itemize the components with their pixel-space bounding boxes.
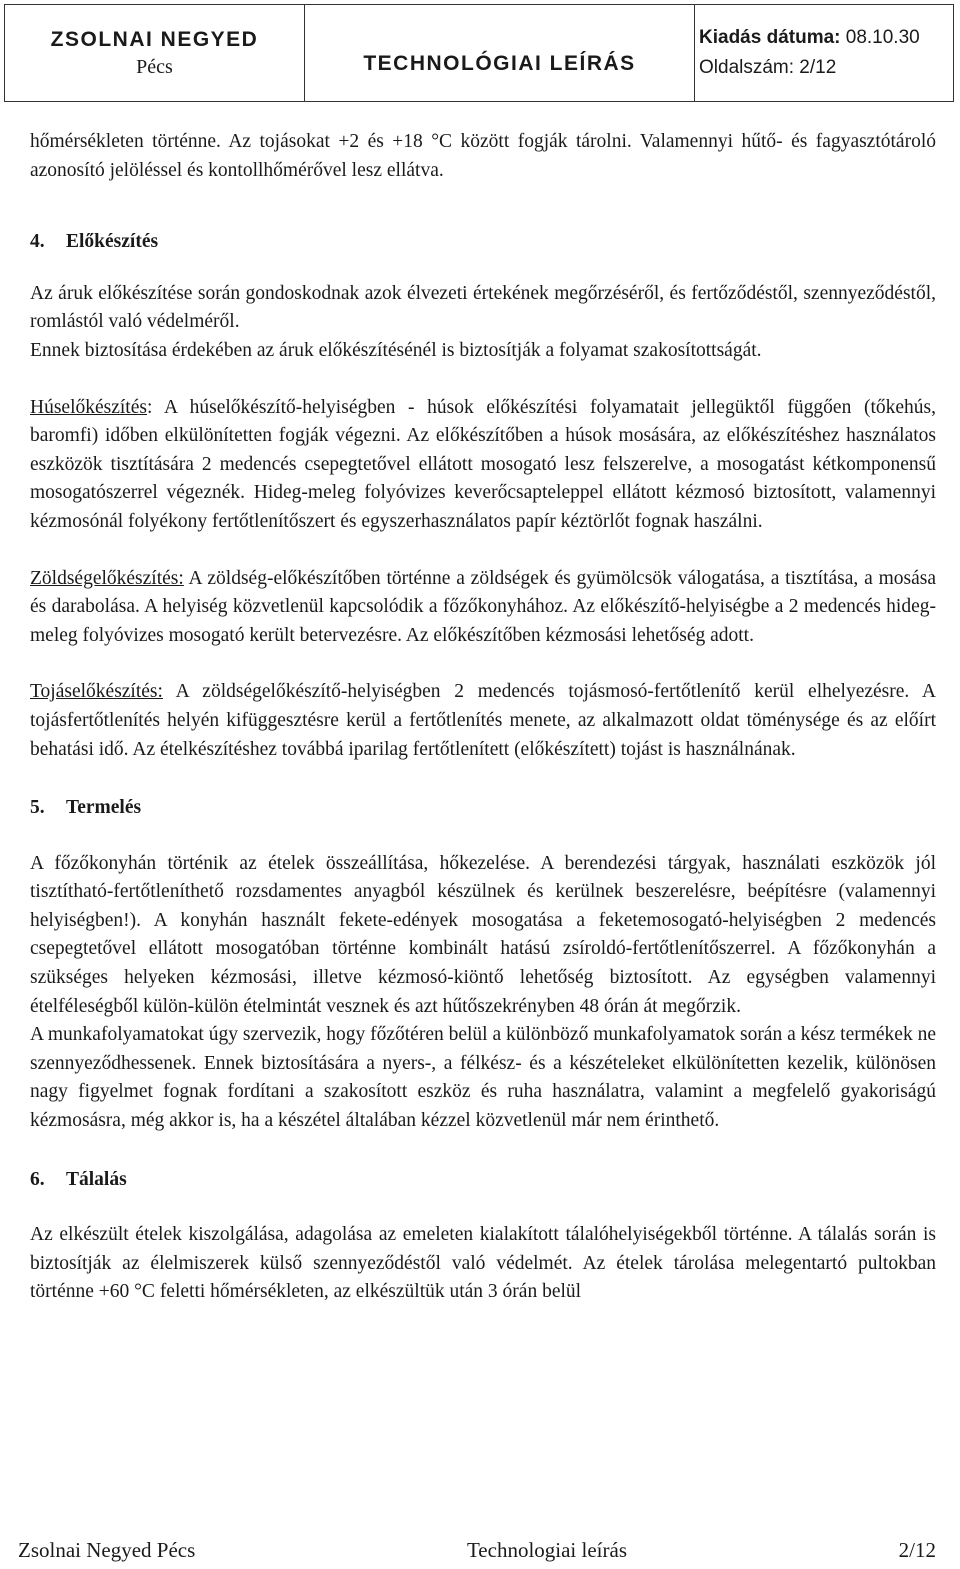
section-4-number: 4. <box>30 231 45 253</box>
header-meta-cell <box>695 5 953 101</box>
header-org-cell <box>5 5 305 101</box>
egg-prep-paragraph <box>30 678 936 764</box>
section-4-paragraph-1: Az áruk előkészítése során gondoskodnak azok élvezeti értekének megőrzéséről, és fertőződéstől, szennyeződéstől, romlástól való védelméről. <box>30 282 936 333</box>
document-header <box>4 4 954 102</box>
document-footer <box>18 1538 936 1563</box>
section-5-paragraph-2: A munkafolyamatokat úgy szervezik, hogy főzőtéren belül a különböző munkafolyamatok során a kész termékek ne szennyeződhessenek. Ennek biztosítására a nyers-, a félkész- és a készételeket elkülönítetten kezelik, különösen nagy figyelmet fognak fordítani a szakosított eszköz és ruha használatra, valamint a megfelelő gyakoriságú kézmosásra, még akkor is, ha a készétel általában kézzel közvetlenül már nem érinthető. <box>30 1024 936 1132</box>
issue-date: 08.10.30 <box>845 27 920 48</box>
section-4-heading <box>30 228 936 257</box>
section-5-title: Termelés <box>66 797 142 819</box>
org-city: Pécs <box>136 55 173 78</box>
footer-left: Zsolnai Negyed Pécs <box>18 1538 196 1562</box>
footer-page-number: 2/12 <box>898 1538 936 1562</box>
section-5-number: 5. <box>30 797 45 819</box>
section-6-title: Tálalás <box>66 1168 127 1190</box>
egg-prep-label: Tojáselőkészítés: <box>30 681 163 703</box>
issue-label: Kiadás dátuma: <box>699 27 841 48</box>
veg-prep-text: A zöldség-előkészítőben történne a zöldségek és gyümölcsök válogatása, a tisztítása, a mosása és darabolása. A helyiség közvetlenül kapcsolódik a főzőkonyhához. Az előkészítő-helyiségbe a 2 medencés hideg-meleg folyóvizes mosogató került betervezésre. Az előkészítőben kézmosási lehetőség adott. <box>30 567 936 646</box>
doc-type: TECHNOLÓGIAI LEÍRÁS <box>363 52 636 75</box>
egg-prep-text: A zöldségelőkészítő-helyiségben 2 medencés tojásmosó-fertőtlenítő kerül elhelyezésre. A tojásfertőtlenítés helyén kifüggesztésre kerül a fertőtlenítés menete, az alkalmazott oldat töménysége és az előírt behatási idő. Az ételkészítéshez továbbá iparilag fertőtlenített (előkészített) tojást is használnának. <box>30 681 936 760</box>
document-body <box>30 128 936 1307</box>
meat-prep-text: : A húselőkészítő-helyiségben - húsok előkészítési folyamatait jellegüktől függően (tőkehús, baromfi) időben elkülönítetten fogják végezni. Az előkészítőben a húsok mosására, az előkészítéshez használatos eszközök tisztítására 2 medencés csepegtetővel ellátott mosogató lesz felszerelve, a mosogatást kétkomponensű mosogatószerrel végeznék. Hideg-meleg folyóvizes keverőcsapteleppel ellátott kézmosó biztosított, valamennyi kézmosónál folyékony fertőtlenítőszert és egyszerhasználatos papír kéztörlőt fognak haszálni. <box>30 396 936 532</box>
section-4-title: Előkészítés <box>66 231 159 253</box>
veg-prep-label: Zöldségelőkészítés: <box>30 567 184 589</box>
section-6-number: 6. <box>30 1168 45 1190</box>
org-name: ZSOLNAI NEGYED <box>50 27 259 51</box>
meat-prep-paragraph <box>30 394 936 537</box>
section-5-paragraph-1: A főzőkonyhán történik az ételek összeállítása, hőkezelése. A berendezési tárgyak, használati eszközök jól tisztítható-fertőtleníthető rozsdamentes anyagból készülnek és kerülnek beszerelésre, beépítésre (valamennyi helyiségben!). A konyhán használt fekete-edények mosogatása a feketemosogató-helyiségben 2 medencés csepegtetővel ellátott mosogatóban történne kombinált hatású zsíroldó-fertőtlenítőszerrel. A főzőkonyhán a szükséges helyeken kézmosási, illetve kézmosó-kiöntő lehetőség biztosított. Az egységben valamennyi ételféleségből külön-külön ételmintát vesznek és azt hűtőszekrényben 48 órán át megőrzik. <box>30 852 936 1017</box>
section-5-heading <box>30 794 936 823</box>
meat-prep-label: Húselőkészítés <box>30 396 147 418</box>
section-6-paragraph-1: Az elkészült ételek kiszolgálása, adagolása az emeleten kialakított tálalóhelyiségekből történne. A tálalás során is biztosítják az élelmiszerek külső szennyeződéstől való védelmét. Az ételek tárolása melegentartó pultokban történne +60 °C feletti hőmérsékleten, az elkészültük után 3 órán belül <box>30 1224 936 1303</box>
footer-center: Technologiai leírás <box>466 1538 627 1562</box>
section-4-paragraph-2: Ennek biztosítása érdekében az áruk előkészítésénél is biztosítják a folyamat szakosítottságát. <box>30 339 762 361</box>
veg-prep-paragraph <box>30 565 936 651</box>
header-doc-cell <box>305 5 695 101</box>
intro-paragraph: hőmérsékleten történne. Az tojásokat +2 és +18 °C között fogják tárolni. Valamennyi hűtő- és fagyasztótároló azonosító jelöléssel és kontollhőmérővel lesz ellátva. <box>30 131 936 181</box>
issue-date-line <box>699 27 953 49</box>
page-number-line: Oldalszám: 2/12 <box>699 57 837 78</box>
section-6-heading <box>30 1166 936 1195</box>
